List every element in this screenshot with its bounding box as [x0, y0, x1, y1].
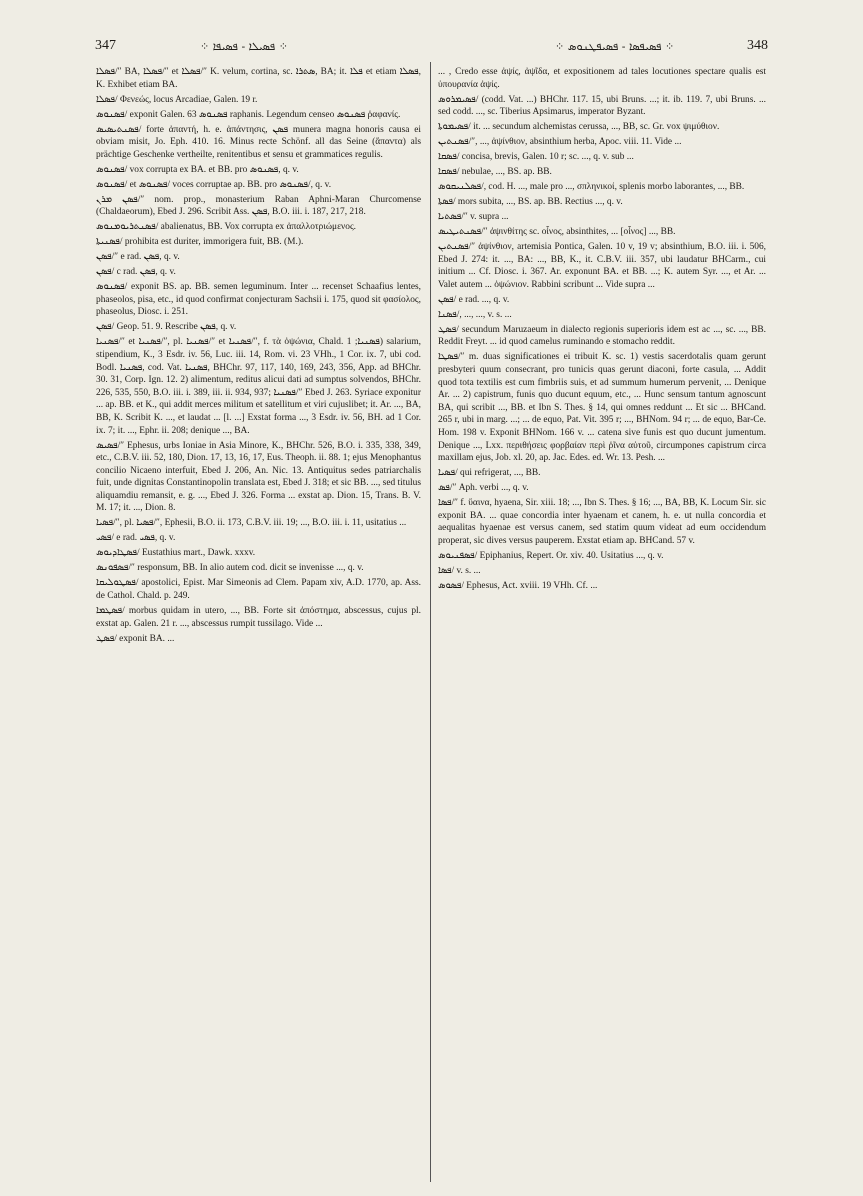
- dictionary-entry: ... , Credo esse ἀψίς, ἀψῖδα, et expositionem ad tales locutiones spectare qualis est ὑπουρανία ἀψίς.: [438, 67, 766, 90]
- dictionary-entry: ܦܣܢܘܣ/ exponit Galen. 63 ܦܣܢܘܣ raphanis. Legendum censeo ܦܣܢܘܣ ῥαφανίς.: [96, 109, 401, 120]
- dictionary-entry: ܦܣܢܝܐ/″ et ܦܣܢܝܐ/″, pl. ܦܣܢܝܐ/″ et ܦܣܢܝܐ/″, f. τὰ ὀψώνια, Chald. ܦܣܢܝܐ; 1) salarium, stipendium, K., 3 Esdr. iv. 56, Luc. iii. 14, Rom. vi. 23 VHh., 1 Cor. ix. 7, ubi cod. Bodl. ܦܣܢܝܐ, cod. Vat. ܦܣܢܝܐ, BHChr. 97, 117, 140, 169, 243, 356, App. ad BHChr. 30. 31, Corp. Ign. 12. 2) alimentum, reditus alicui dati ad sumptus solvendos, BHChr. 226, 535, 550, B.O. iii. i. 389, iii. ii. 934, 937; ܦܣܢܝܐ/″ Ebed J. 263. Syriace exponitur ... ap. BB. et K., qui addit merces militum et satellitum et viri cujuslibet; it. Ar. ..., BA, BB, K. Scribit K. ..., et laudat ... [l. ...] Exstat forma ..., 3 Esdr. iv. 56, BH. ad 1 Cor. ix. 7; it. ..., Ephr. ii. 208; denique ..., BA.: [96, 337, 421, 436]
- dictionary-entry: ܦܣܛ/ secundum Maruzaeum in dialecto regionis superioris idem est ac ..., sc. ..., BB. Reddit Freyt. ... id quod camelus ruminando e stomacho reddit.: [438, 324, 766, 348]
- dictionary-entry: ܦܣܦܢܝܘܣ/ Epiphanius, Repert. Or. xiv. 40. Usitatius ..., q. v.: [438, 550, 664, 561]
- dictionary-entry: ܦܣܛܐ/″ m. duas significationes ei tribuit K. sc. 1) vestis sacerdotalis quam gerunt presbyteri quum consecrant, pro tunicis quas gerunt diaconi, forte casula, ... Addit quod tota textilis est cum fimbriis suis, et ad summum humerum pervenit, ... Denique Ar. ... 2) capistrum, funis quo ducunt equum, etc., ... Hunc sensum tantum agnoscunt BA, qui scribit ..., BB. et Ibn S. Thes. § 14, qui omnes reddunt ... Et sic ... BHCand. 265 r, ubi in marg. ...; ... de equo, Pat. Vit. 395 r; ..., BHNom. 94 r; ... de equo, Bar-Ce. Hom. 198 v. Exponit BHNom. 166 v. ... catena sive funis est quo ducunt jumentum. Denique ..., Lxx. περιθήσεις φορβαίαν περὶ ῥῖνα αὐτοῦ, circumpones capistrum circa maxillam ejus, Job. xl. 20, ap. Jac. Edes. ed. Wr. 13. Pesh. ...: [438, 352, 766, 464]
- dictionary-entry: ܦܣܛܐܕܝܘܣ/ Eustathius mart., Dawk. xxxv.: [96, 548, 256, 559]
- dictionary-entry: ܦܣܢ/ c rad. ܦܣܢ, q. v.: [96, 267, 176, 278]
- dictionary-entry: ܦܣܢܝܬܐ/ prohibita est duriter, immorigera fuit, BB. (M.).: [96, 237, 304, 248]
- dictionary-entry: ܦܣܝܡܪܘܣ/ (codd. Vat. ...) BHChr. 117. 15, ubi Bruns. ...; it. ib. 119. 7, ubi Bruns. ... sed codd. ..., sc. Tiberius Apsimarus, imperator Byzant.: [438, 94, 766, 118]
- dictionary-entry: ܦܣܛ/ exponit BA. ...: [96, 633, 175, 644]
- dictionary-entry: ܦܣܐ/ v. s. ...: [438, 565, 481, 576]
- column-divider: [430, 62, 431, 1182]
- dictionary-entry: ܦܣܢ/ Geop. 51. 9. Rescribe ܦܣܢ, q. v.: [96, 322, 237, 333]
- left-running-head: ⁘ ܦܣܝܠܐ - ܦܣܝܦܐ ⁘: [200, 40, 288, 53]
- dictionary-entry: ܦܣܬܐ/ mors subita, ..., BS. ap. BB. Rectius ..., q. v.: [438, 197, 623, 208]
- right-column: [438, 66, 766, 1186]
- dictionary-entry: ܦܣܢܬܝܛܝܣ/″ ἀψινθίτης sc. οἶνος, absinthites, ... [οἶνος] ..., BB.: [438, 227, 676, 238]
- dictionary-entry: ܦܣܬܝܐ/″ v. supra ...: [438, 212, 509, 223]
- page-header: [0, 38, 863, 58]
- dictionary-entry: ܦܣܢܘܣ/ exponit BS. ap. BB. semen leguminum. Inter ... recenset Schaafius lentes, phaseolos, pisa, etc., id quod confirmat conjecturam Sachsii i. 175, quod sit φασίολος, phaseolus, Diosc. i. 251.: [96, 282, 421, 318]
- dictionary-entry: ܦܣ/″ Aph. verbi ..., q. v.: [438, 483, 529, 494]
- dictionary-entry: ܦܣܢܬܪܝܘܡܢܘܣ/ abalienatus, BB. Vox corrupta ex ἀπαλλοτριώμενος.: [96, 222, 356, 233]
- dictionary-entry: ܦܣܦܘܢܣ/″ responsum, BB. In alio autem cod. dicit se invenisse ..., q. v.: [96, 563, 364, 574]
- right-page-number: 348: [747, 38, 768, 53]
- dictionary-entry: ܦܣܝܐ/ qui refrigerat, ..., BB.: [438, 468, 541, 479]
- dictionary-entry: ܦܣܢ ܡܪܢ/″ nom. prop., monasterium Raban Aphni-Maran Churcomense (Chaldaeorum), Ebed J. 296. Scribit Ass. ܦܣܢ, B.O. iii. i. 187, 217, 218.: [96, 194, 421, 218]
- dictionary-entry: ܦܣܩܐ/ nebulae, ..., BS. ap. BB.: [438, 167, 552, 178]
- dictionary-entry: ܦܣܛܡܐ/ morbus quidam in utero, ..., BB. Forte sit ἀπόστημα, abscessus, cujus pl. exstat ap. Galen. 21 r. ..., abscessus rumpit tussilago. Vide ...: [96, 605, 421, 629]
- dictionary-entry: ܦܣܩܐ/ concisa, brevis, Galen. 10 r; sc. ..., q. v. sub ...: [438, 152, 634, 163]
- dictionary-entry: ܦܣܝܡܘܬܐ/ it. ... secundum alchemistas cerussa, ..., BB, sc. Gr. vox ψιμύθιον.: [438, 122, 720, 133]
- dictionary-entry: ܦܣܢܐ/, ..., ..., v. s. ...: [438, 309, 512, 320]
- dictionary-entry: ܦܣܝ/ e rad. ܦܣܝ, q. v.: [96, 533, 176, 544]
- right-running-head: ⁘ ܦܣܝܦܣܐ - ܦܣܝܦܛܢܘܣ ⁘: [555, 40, 675, 53]
- dictionary-entry: ܦܣܝܐ/″, pl. ܦܣܝܐ/″, Ephesii, B.O. ii. 173, C.B.V. iii. 19; ..., B.O. iii. i. 11, usitatius ...: [96, 518, 407, 529]
- dictionary-entry: ܦܣܢ/″ e rad. ܦܣܢ, q. v.: [96, 252, 180, 263]
- dictionary-entry: ܦܣܠܐ/ Φενεώς, locus Arcadiae, Galen. 19 r.: [96, 94, 258, 105]
- dictionary-entry: ܦܣܢܬܝܣܝܣ/ forte ἀπαντή, h. e. ἀπάντησις, ܦܣܢ munera magna honoris causa ei obviam misit, Jo. Eph. 410. 16. Minus recte Schönf. all das Seine (ἅπαντα) als prächtige Geschenke vertheilte, renitentibus et sensu et grammatices regulis.: [96, 124, 421, 160]
- dictionary-entry: ܦܣܛܘܠܝܩܐ/ apostolici, Epist. Mar Simeonis ad Clem. Papam xiv, A.D. 1770, ap. Ass. de Cathol. Chald. p. 249.: [96, 578, 421, 601]
- dictionary-entry: ܦܣܢܬܝܢ/″ ἀψίνθιον, artemisia Pontica, Galen. 10 v, 19 v; absinthium, B.O. iii. i. 506, Ebed J. 274: it. ..., BA: ..., BB, K., it. C.B.V. iii. 357, ubi laudatur BHCarm., cui initium ... Cf. Diosc. i. 367. Ar. exponunt BA. et BB. ...; K. autem Syr. ..., et Ar. ... Valet autem ... ὀψώνιον. Rabbini scribunt ... Vide supra ...: [438, 242, 766, 290]
- dictionary-entry: ܦܣܠܐ/″ BA, ܦܣܠܐ/″ et ܦܣܠܐ/″ K. velum, cortina, sc. ܣܬܪܐ, BA; it. ܦܠܐ et etiam ܦܣܠܐ, K. Exhibet etiam BA.: [96, 67, 421, 90]
- dictionary-entry: ܦܣܢܘܣ/ et ܦܣܢܘܣ/ voces corruptae ap. BB. pro ܦܣܢܘܣ/, q. v.: [96, 179, 332, 190]
- dictionary-entry: ܦܣܢ/ e rad. ..., q. v.: [438, 294, 510, 305]
- dictionary-entry: ܦܣܐ/″ f. ὕαινα, hyaena, Sir. xiii. 18; ..., Ibn S. Thes. § 16; ..., BA, BB, K. Locum Sir. sic exponit BA. ... quae concordia inter hyaenam et canem, h. e. ut nulla concordia et aequalitas hyaenae est versus canem, sed statim quum videat ad eum occidendum properat, sic dives versus pauperem. Exstat etiam ap. BHCand. 57 v.: [438, 498, 766, 546]
- left-page-number: 347: [95, 38, 116, 53]
- dictionary-entry: ܦܣܝܣ/″ Ephesus, urbs Ioniae in Asia Minore, K., BHChr. 526, B.O. i. 335, 338, 349, etc., C.B.V. iii. 52, 180, Dion. 17, 13, 16, 17, Eus. Theoph. ii. 88. 1; ejus Menophantus concilio Nicaeno interfuit, Ebed J. 206, An. Nic. 13. Antiquitus sedes patriarchalis fuit, unde dignitas Constantinopolin translata est, Ebed J. 318; et sic BB. ..., sed titulus aliquamdiu remansit, e. g. ..., Ebed J. 326. Forma ... exstat ap. Dion. 15, Trans. B. V. M. 17; it. ..., Dion. 8.: [96, 440, 421, 514]
- dictionary-entry: ܦܣܠܢܝܩܘܣ/, cod. H. ..., male pro ..., σπληνικοί, splenis morbo laborantes, ..., BB.: [438, 182, 745, 193]
- dictionary-entry: ܦܣܘܣ/ Ephesus, Act. xviii. 19 VHh. Cf. ...: [438, 580, 598, 591]
- left-column: [96, 66, 421, 1186]
- dictionary-entry: ܦܣܢܘܣ/ vox corrupta ex BA. et BB. pro ܦܣܢܘܣ, q. v.: [96, 164, 299, 175]
- dictionary-entry: ܦܣܢܬܝܢ/″, ..., ἀψίνθιον, absinthium herba, Apoc. viii. 11. Vide ...: [438, 137, 682, 148]
